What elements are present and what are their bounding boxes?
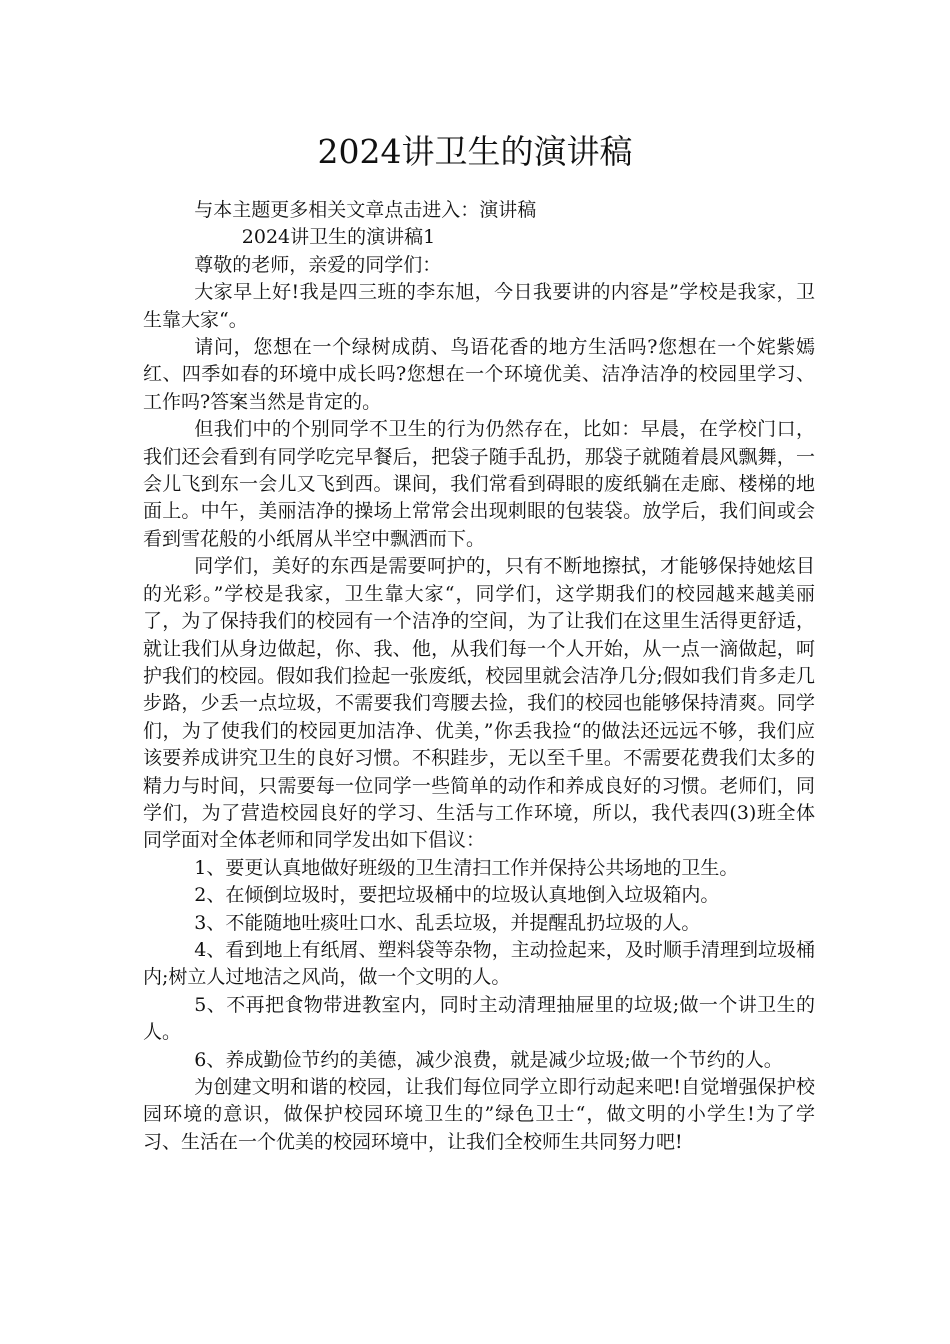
section-subtitle: 2024讲卫生的演讲稿1 [241, 226, 436, 249]
salutation: 尊敬的老师，亲爱的同学们： [194, 253, 442, 276]
document-body [143, 197, 815, 1156]
paragraph-closing: 为创建文明和谐的校园，让我们每位同学立即行动起来吧!自觉增强保护校园环境的意识，做保护校园环境卫生的”绿色卫士“，做文明的小学生!为了学习、生活在一个优美的校园环境中，让我们全校师生共同努力吧! [143, 1076, 815, 1153]
paragraph-question: 请问，您想在一个绿树成荫、鸟语花香的地方生活吗?您想在一个姹紫嫣红、四季如春的环境中成长吗?您想在一个环境优美、洁净洁净的校园里学习、工作吗?答案当然是肯定的。 [143, 336, 815, 413]
proposal-item-4: 4、看到地上有纸屑、塑料袋等杂物，主动捡起来，及时顺手清理到垃圾桶内;树立人过地洁之风尚，做一个文明的人。 [143, 938, 815, 989]
paragraph-greeting: 大家早上好!我是四三班的李东旭，今日我要讲的内容是”学校是我家，卫生靠大家“。 [143, 281, 815, 331]
proposal-item-2: 2、在倾倒垃圾时，要把垃圾桶中的垃圾认真地倒入垃圾箱内。 [194, 884, 720, 907]
paragraph-problems: 但我们中的个别同学不卫生的行为仍然存在，比如：早晨，在学校门口，我们还会看到有同学吃完早餐后，把袋子随手乱扔，那袋子就随着晨风飘舞，一会儿飞到东一会儿又飞到西。课间，我们常看到碍眼的废纸躺在走廊、楼梯的地面上。中午，美丽洁净的操场上常常会出现刺眼的包装袋。放学后，我们间或会看到雪花般的小纸屑从半空中飘洒而下。 [143, 418, 815, 550]
proposal-item-3: 3、不能随地吐痰吐口水、乱丢垃圾，并提醒乱扔垃圾的人。 [194, 911, 701, 934]
intro-link-line[interactable]: 与本主题更多相关文章点击进入：演讲稿 [194, 199, 537, 221]
document-title: 2024讲卫生的演讲稿 [317, 132, 633, 171]
proposal-item-1: 1、要更认真地做好班级的卫生清扫工作并保持公共场地的卫生。 [194, 856, 739, 879]
proposal-item-6: 6、养成勤俭节约的美德，减少浪费，就是减少垃圾;做一个节约的人。 [194, 1048, 783, 1071]
paragraph-appeal: 同学们，美好的东西是需要呵护的，只有不断地擦拭，才能够保持她炫目的光彩。”学校是我家，卫生靠大家“，同学们，这学期我们的校园越来越美丽了，为了保持我们的校园有一个洁净的空间，为了让我们在这里生活得更舒适，就让我们从身边做起，你、我、他，从我们每一个人开始，从一点一滴做起，呵护我们的校园。假如我们捡起一张废纸，校园里就会洁净几分;假如我们肯多走几步路，少丢一点垃圾，不需要我们弯腰去捡，我们的校园也能够保持清爽。同学们，为了使我们的校园更加洁净、优美，”你丢我捡“的做法还远远不够，我们应该要养成讲究卫生的良好习惯。不积跬步，无以至千里。不需要花费我们太多的精力与时间，只需要每一位同学一些简单的动作和养成良好的习惯。老师们，同学们，为了营造校园良好的学习、生活与工作环境，所以，我代表四(3)班全体同学面对全体老师和同学发出如下倡议： [143, 555, 815, 852]
proposal-item-5: 5、不再把食物带进教室内，同时主动清理抽屉里的垃圾;做一个讲卫生的人。 [143, 993, 815, 1044]
